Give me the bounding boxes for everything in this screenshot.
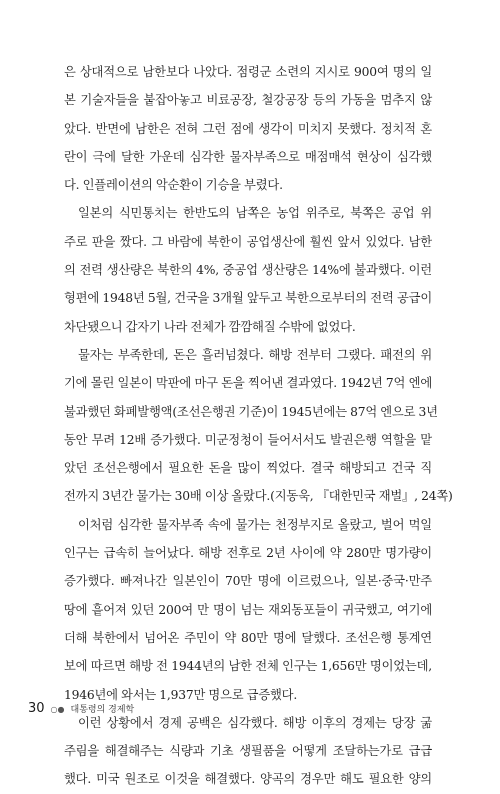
text-line: 동안 무려 12배 증가했다. 미군정청이 들어서서도 발권은행 역할을 맡 (64, 432, 432, 447)
circle-ornament-icon: ○● (50, 705, 65, 714)
text-line: 땅에 흩어져 있던 200여 만 명이 넘는 재외동포들이 귀국했고, 여기에 (64, 602, 432, 617)
text-line: 1946년에 와서는 1,937만 명으로 급증했다. (64, 687, 298, 702)
text-line: 이런 상황에서 경제 공백은 심각했다. 해방 이후의 경제는 당장 굶 (78, 715, 432, 730)
text-line: 이처럼 심각한 물자부족 속에 물가는 천정부지로 올랐고, 벌어 먹일 (78, 517, 432, 532)
text-line: 차단됐으니 갑자기 나라 전체가 깜깜해질 수밖에 없었다. (64, 319, 356, 334)
text-line: 란이 극에 달한 가운데 심각한 물자부족으로 매점매석 현상이 심각했 (64, 149, 432, 164)
text-line: 전까지 3년간 물가는 30배 이상 올랐다.(지동욱, 『대한민국 재벌』, 24쪽) (64, 489, 453, 504)
paragraph-1 (64, 58, 432, 199)
text-line: 했다. 미국 원조로 이것을 해결했다. 양곡의 경우만 해도 필요한 양의 (64, 772, 432, 787)
text-line: 주로 판을 짰다. 그 바람에 북한이 공업생산에 훨씬 앞서 있었다. 남한 (64, 234, 432, 249)
text-line: 의 전력 생산량은 북한의 4%, 중공업 생산량은 14%에 불과했다. 이런 (64, 263, 432, 278)
text-line: 본 기술자들을 붙잡아놓고 비료공장, 철강공장 등의 가동을 멈추지 않 (64, 93, 432, 108)
text-line: 더해 북한에서 넘어온 주민이 약 80만 명에 달했다. 조선은행 통계연 (64, 630, 432, 645)
text-line: 다. 인플레이션의 악순환이 기승을 부렸다. (64, 178, 283, 193)
page-footer (28, 701, 134, 716)
text-line: 증가했다. 빠져나간 일본인이 70만 명에 이르렀으나, 일본·중국·만주 (64, 574, 432, 589)
paragraph-5 (64, 709, 432, 794)
paragraph-3 (64, 341, 453, 511)
text-line: 형편에 1948년 5월, 건국을 3개월 앞두고 북한으로부터의 전력 공급이 (64, 291, 432, 306)
text-line: 보에 따르면 해방 전 1944년의 남한 전체 인구는 1,656만 명이었는데, (64, 659, 432, 674)
text-line: 일본의 식민통치는 한반도의 남쪽은 농업 위주로, 북쪽은 공업 위 (78, 206, 432, 221)
paragraph-4 (64, 511, 432, 709)
text-line: 았다. 반면에 남한은 전혀 그런 점에 생각이 미치지 못했다. 정치적 혼 (64, 121, 432, 136)
text-line: 불과했던 화폐발행액(조선은행권 기준)이 1945년에는 87억 엔으로 3년 (64, 404, 438, 419)
text-line: 았던 조선은행에서 필요한 돈을 많이 찍었다. 결국 해방되고 건국 직 (64, 461, 432, 476)
text-line: 기에 몰린 일본이 막판에 마구 돈을 찍어낸 결과였다. 1942년 7억 엔에 (64, 376, 432, 391)
body-text (64, 58, 453, 794)
running-title: 대통령의 경제학 (70, 705, 135, 715)
paragraph-2 (64, 199, 432, 340)
text-line: 주림을 해결해주는 식량과 기초 생필품을 어떻게 조달하는가로 급급 (64, 744, 432, 759)
text-line: 인구는 급속히 늘어났다. 해방 전후로 2년 사이에 약 280만 명가량이 (64, 546, 432, 561)
page-number: 30 (28, 701, 45, 716)
text-line: 은 상대적으로 남한보다 나았다. 점령군 소련의 지시로 900여 명의 일 (64, 65, 432, 79)
text-line: 물자는 부족한데, 돈은 흘러넘쳤다. 해방 전부터 그랬다. 패전의 위 (78, 347, 432, 362)
